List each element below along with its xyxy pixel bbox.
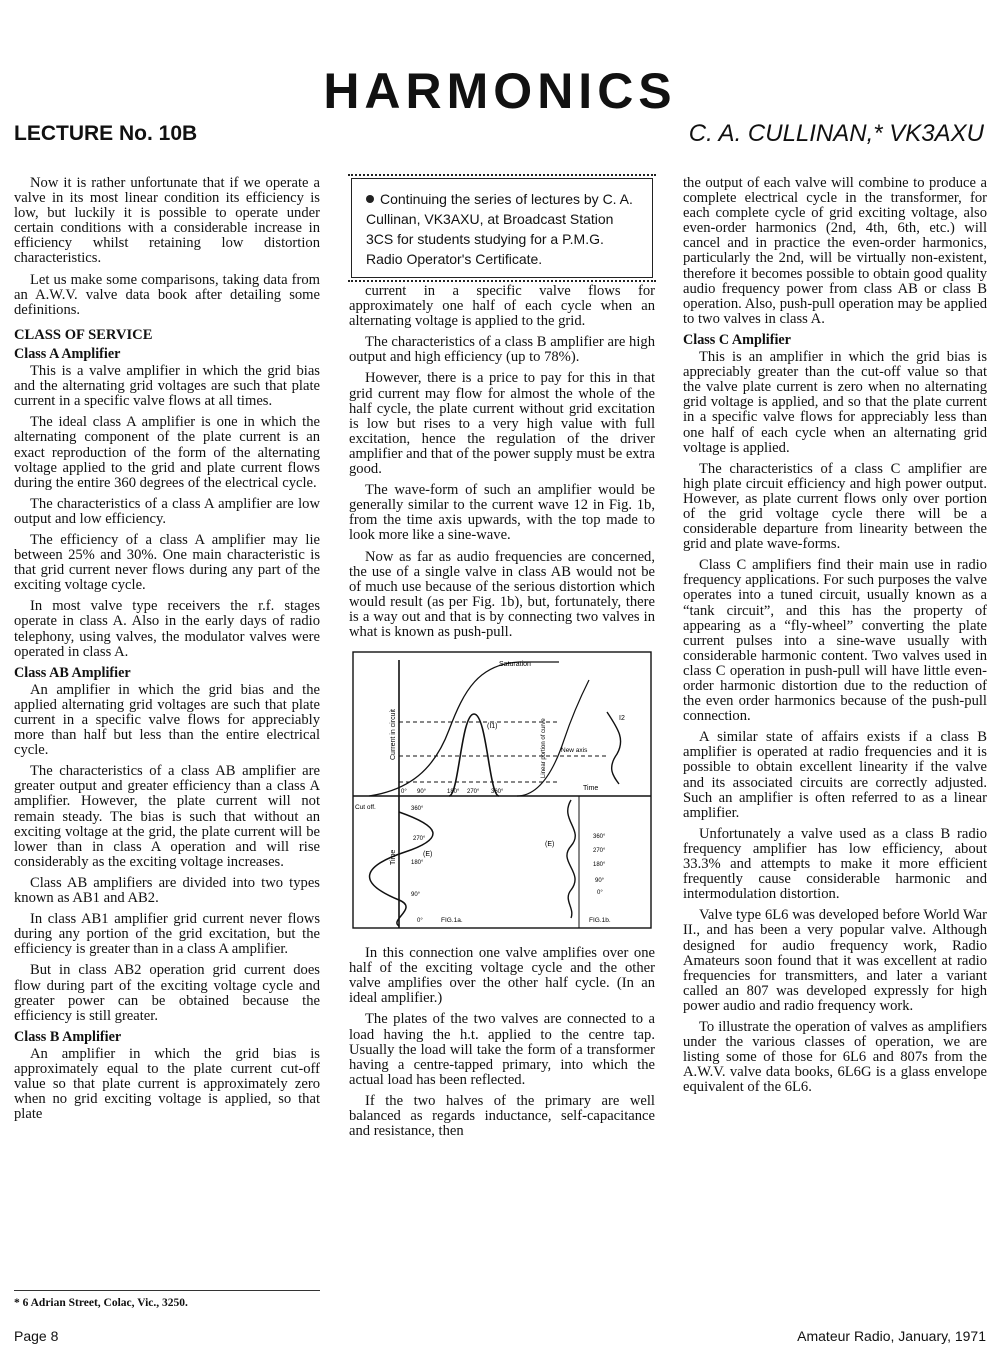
label-linear-portion: Linear portion of curve: [541, 718, 547, 779]
right-360: 360°: [593, 834, 606, 841]
page-title: HARMONICS: [323, 63, 677, 119]
label-e-right: (E): [545, 841, 555, 849]
paragraph: current in a specific valve flows for approximately one half of each cycle when an alternating voltage is applied to the grid.: [349, 283, 655, 330]
page-number: Page 8: [14, 1328, 59, 1344]
tick-0: 0°: [401, 789, 407, 796]
paragraph: In class AB1 amplifier grid current never flows during any portion of the grid excitation, but the efficiency is greater than in a class A amplifier.: [14, 911, 320, 958]
column-1: [14, 176, 320, 1128]
paragraph: However, there is a price to pay for this in that grid current may flow for almost the whole of the half cycle, the plate current without grid excitation is low but rises to a very high value with full excitation, hence the regulation of the driver amplifier and that of the power supply must be extra good.: [349, 370, 655, 478]
grid-wave-left: [370, 812, 433, 926]
second-curve: [517, 680, 589, 796]
left-360: 360°: [411, 806, 424, 813]
left-270: 270°: [413, 836, 426, 843]
paragraph: The wave-form of such an amplifier would be generally similar to the current wave 12 in Fig. 1b, from the time axis upwards, with the top made to look more like a sine-wave.: [349, 482, 655, 544]
paragraph: Now as far as audio frequencies are concerned, the use of a single valve in class AB would not be of much use because of the serious distortion which would result (as per Fig. 1b), but, fortunately, there is a way out and that is by connecting two valves in what is known as push-pull.: [349, 548, 655, 640]
fig-1b-caption: FIG.1b.: [589, 917, 611, 925]
paragraph: the output of each valve will combine to produce a complete electrical cycle in the transformer, for each complete cycle of grid exciting voltage, also even-order harmonics (2nd, 4th, 6th, etc.) will cancel and in practice the even-order harmonics, particularly the 2nd, will be virtually non-existent, therefore it becomes possible to obtain good quality audio frequency power from class AB or class B operation. Also, push-pull operation may be applied to two valves in class A.: [683, 175, 987, 327]
wave-i2: [607, 712, 621, 784]
series-note: Continuing the series of lectures by C. A. Cullinan, VK3AXU, at Broadcast Station 3CS for students studying for a P.M.G. Radio Operator's Certificate.: [366, 191, 633, 267]
label-current-axis: Current in circuit: [390, 709, 397, 761]
figure-1: [349, 650, 655, 932]
subsection-heading: Class B Amplifier: [14, 1028, 122, 1045]
label-cutoff: Cut off.: [355, 804, 376, 812]
column-2: [349, 178, 655, 1145]
paragraph: The ideal class A amplifier is one in which the alternating component of the plate current is an exact reproduction of the form of the alternating voltage applied to the grid and plate current flows during the entire 360 degrees of the electrical cycle.: [14, 414, 320, 491]
paragraph: Class AB amplifiers are divided into two types known as AB1 and AB2.: [14, 874, 320, 907]
characteristic-curve: [369, 662, 559, 796]
paragraph: Unfortunately a valve used as a class B radio frequency amplifier has low efficiency, about 33.3% and attempts to make it more efficient frequently cause considerable harmonic and intermodulation distortion.: [683, 825, 987, 903]
tick-360: 360°: [491, 789, 504, 796]
paragraph: In most valve type receivers the r.f. stages operate in class A. Also in the early days of radio telephony, using valves, the modulator valves were operated in class A.: [14, 598, 320, 660]
paragraph: This is a valve amplifier in which the grid bias and the alternating grid voltages are such that plate current in a specific valve flows at all times.: [14, 363, 320, 410]
label-i1: (I1): [487, 723, 498, 731]
label-new-axis: New axis: [561, 747, 588, 755]
paragraph: In this connection one valve amplifies over one half of the exciting voltage cycle and the other valve amplifies over the other half cycle. (In an ideal amplifier.): [349, 945, 655, 1007]
left-180: 180°: [411, 860, 424, 867]
subsection-heading: Class AB Amplifier: [14, 664, 131, 681]
paragraph: The characteristics of a class B amplifier are high output and high efficiency (up to 78%).: [349, 334, 655, 366]
paragraph: The efficiency of a class A amplifier may lie between 25% and 30%. One main characteristic is that grid current never flows during any part of the exciting voltage cycle.: [14, 531, 320, 594]
paragraph: But in class AB2 operation grid current does flow during part of the exciting voltage cycle and greater power can be obtained because the efficiency is still greater.: [14, 962, 320, 1024]
subsection-heading: Class A Amplifier: [14, 345, 121, 362]
label-time-vertical: Time: [390, 849, 397, 866]
label-i2: I2: [619, 715, 625, 723]
paragraph: This is an amplifier in which the grid bias is appreciably greater than the cut-off value so that the valve plate current is zero when no alternating grid voltage is applied, and so that the plate current in a specific valve flows for appreciably less than one half of each cycle when an alternating grid voltage is applied.: [683, 349, 987, 456]
paragraph: An amplifier in which the grid bias and the applied alternating grid voltages are such that plate current in a specific valve flows for appreciably more than half but less than the entire electrical cycle.: [14, 681, 320, 759]
paragraph: Class C amplifiers find their main use in radio frequency applications. For such purposes the valve operates into a tuned circuit, usually known as a “tank circuit”, and this has the property of appearing as a “fly-wheel” converting the plate current pulses into a sine-wave usually with considerable harmonic content. Two valves used in class C operation in push-pull will have little even-order harmonic distortion due to the reduction of the even order harmonics because of the push-pull connection.: [683, 557, 987, 725]
paragraph: Now it is rather unfortunate that if we operate a valve in its most linear condition its efficiency is low, but luckily it is possible to operate under certain conditions with a considerable increase in efficiency whilst retaining low distortion characteristics.: [14, 175, 320, 267]
paragraph: Let us make some comparisons, taking data from an A.W.V. valve data book after detailing some definitions.: [14, 271, 320, 318]
right-180: 180°: [593, 862, 606, 869]
paragraph: The characteristics of a class C amplifier are high plate circuit efficiency and high power output. However, as plate current flows only over portion of the grid voltage cycle there will be a considerable departure from linearity between the grid and plate wave-forms.: [683, 460, 987, 553]
lecture-number: LECTURE No. 10B: [14, 122, 198, 145]
paragraph: A similar state of affairs exists if a class B amplifier is operated at radio frequencies and it is possible to obtain excellent linearity if the valve and its associated circuits are correctly adjusted. Such an amplifier is often referred to as a linear amplifier.: [683, 729, 987, 821]
left-90: 90°: [411, 892, 421, 899]
author-name: C. A. CULLINAN,* VK3AXU: [688, 120, 984, 147]
fig-1a-caption: FIG.1a.: [441, 917, 463, 925]
label-e-left: (E): [423, 851, 433, 859]
right-270: 270°: [593, 848, 606, 855]
left-0: 0°: [417, 918, 423, 925]
column-3: [683, 176, 987, 1101]
section-heading: CLASS OF SERVICE: [14, 326, 153, 343]
paragraph: The plates of the two valves are connected to a load having the h.t. applied to the centre tap. Usually the load will take the form of a transformer having a centre-tapped primary, into which the actual load has been reflected.: [349, 1011, 655, 1088]
paragraph: Valve type 6L6 was developed before World War II., and has been a very popular valve. Although designed for audio frequency work, Radio Amateurs soon found that it was excellent at radio frequencies for transmitters, and later a variant called an 807 was developed expressly for high power audio and radio frequency work.: [683, 907, 987, 1014]
right-0: 0°: [597, 890, 603, 897]
magazine-credit: Amateur Radio, January, 1971: [797, 1328, 986, 1344]
paragraph: The characteristics of a class A amplifier are low output and low efficiency.: [14, 495, 320, 527]
right-90: 90°: [595, 878, 605, 885]
tick-270: 270°: [467, 789, 480, 796]
tick-90: 90°: [417, 789, 427, 796]
bullet-icon: [366, 195, 374, 203]
grid-wave-right: [567, 800, 575, 918]
series-note-box: [351, 178, 653, 278]
paragraph: An amplifier in which the grid bias is approximately equal to the plate current cut-off value so that plate current is approximately zero when no grid exciting voltage is applied, so that plate: [14, 1045, 320, 1123]
label-saturation: Saturation: [499, 661, 531, 669]
subsection-heading: Class C Amplifier: [683, 331, 791, 348]
paragraph: The characteristics of a class AB amplifier are greater output and greater efficiency than a class A amplifier. However, the plate current will not remain steady. The bias is such that without an exciting voltage at the grid, the plate current will be lower than in class A operation and will rise considerably as the exciting voltage increases.: [14, 763, 320, 870]
paragraph: To illustrate the operation of valves as amplifiers under the various classes of operation, we are listing some of those for 6L6 and 807s from the A.W.V. valve data books, 6L6G is a glass envelope equivalent of the 6L6.: [683, 1018, 987, 1096]
label-time: Time: [583, 785, 599, 793]
paragraph: If the two halves of the primary are well balanced as regards inductance, self-capacitance and resistance, then: [349, 1092, 655, 1140]
tick-180: 180°: [447, 789, 460, 796]
author-footnote: * 6 Adrian Street, Colac, Vic., 3250.: [14, 1290, 320, 1309]
